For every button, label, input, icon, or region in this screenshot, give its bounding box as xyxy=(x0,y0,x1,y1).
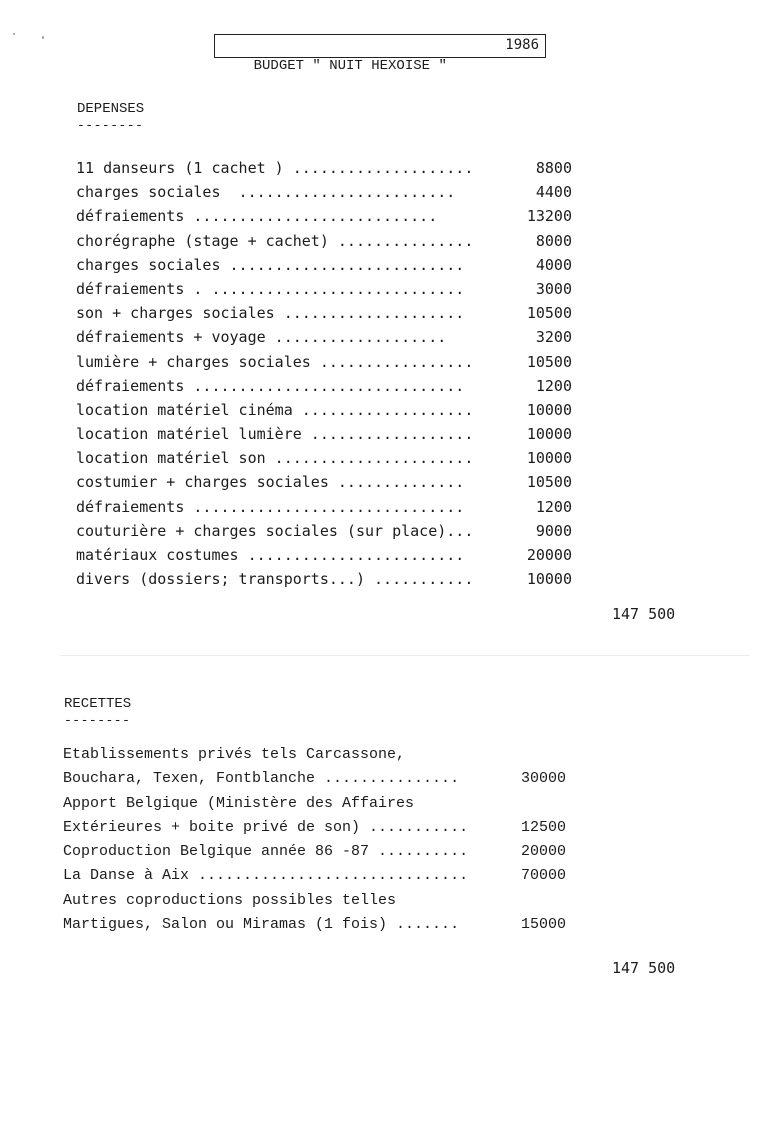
recettes-heading: RECETTES xyxy=(64,696,132,712)
depense-amount: 10000 xyxy=(526,425,572,444)
depense-amount: 9000 xyxy=(535,521,572,540)
recette-label: Autres coproductions possibles telles xyxy=(63,891,397,909)
depense-label: couturière + charges sociales (sur place)... xyxy=(76,521,474,540)
depense-amount: 1200 xyxy=(535,376,572,395)
depenses-list xyxy=(76,156,572,591)
depenses-heading: DEPENSES xyxy=(77,101,145,117)
recette-amount: 20000 xyxy=(520,843,566,861)
depense-amount: 3000 xyxy=(535,279,572,298)
recettes-total: 147 500 xyxy=(612,959,676,977)
recette-row xyxy=(63,864,566,888)
depense-amount: 4400 xyxy=(535,183,572,202)
recette-amount: 12500 xyxy=(520,818,566,836)
recette-row xyxy=(63,840,566,864)
depense-label: location matériel son ...................... xyxy=(76,449,474,468)
depenses-heading-rule: -------- xyxy=(77,118,144,133)
depense-label: charges sociales .......................... xyxy=(76,255,465,274)
paper-speck xyxy=(13,33,15,35)
depense-label: 11 danseurs (1 cachet ) .................... xyxy=(76,159,474,177)
depense-amount: 3200 xyxy=(535,328,572,347)
depense-label: divers (dossiers; transports...) ........... xyxy=(76,570,474,589)
depenses-total: 147 500 xyxy=(612,605,676,623)
depense-row xyxy=(76,374,572,398)
depense-row xyxy=(76,253,572,277)
depense-label: location matériel cinéma ................... xyxy=(76,400,474,419)
depense-row xyxy=(76,543,572,567)
paper-speck xyxy=(42,36,44,39)
recette-amount: 70000 xyxy=(520,867,566,885)
depense-amount: 10000 xyxy=(526,570,572,589)
depense-row xyxy=(76,325,572,349)
depense-row xyxy=(76,301,572,325)
depense-row xyxy=(76,156,572,180)
depense-row xyxy=(76,470,572,494)
recettes-list xyxy=(63,743,566,937)
recettes-heading-rule: -------- xyxy=(64,713,131,728)
depense-label: location matériel lumière .................. xyxy=(76,425,474,444)
depense-amount: 8000 xyxy=(535,231,572,250)
depense-label: lumière + charges sociales ................. xyxy=(76,352,474,371)
depense-row xyxy=(76,567,572,591)
recette-amount: 30000 xyxy=(520,770,566,788)
depense-row xyxy=(76,204,572,228)
depense-label: chorégraphe (stage + cachet) ............... xyxy=(76,231,474,250)
recette-row xyxy=(63,816,566,840)
recette-label: Martigues, Salon ou Miramas (1 fois) ....... xyxy=(63,916,460,934)
recette-amount: 15000 xyxy=(520,916,566,934)
depense-row xyxy=(76,422,572,446)
depense-amount: 10500 xyxy=(526,304,572,323)
depense-amount: 13200 xyxy=(526,207,572,226)
depense-label: défraiements + voyage ................... xyxy=(76,328,447,347)
recette-row xyxy=(63,743,566,767)
depense-label: matériaux costumes ........................ xyxy=(76,546,465,564)
depense-label: charges sociales ........................ xyxy=(76,183,456,202)
recette-label: Bouchara, Texen, Fontblanche ............... xyxy=(63,770,460,788)
recette-row xyxy=(63,792,566,816)
depense-label: son + charges sociales .................... xyxy=(76,304,465,323)
depense-row xyxy=(76,229,572,253)
depense-amount: 1200 xyxy=(535,497,572,516)
depense-row xyxy=(76,277,572,301)
depense-amount: 10500 xyxy=(526,352,572,371)
recette-label: Extérieures + boite privé de son) ........... xyxy=(63,818,469,836)
recette-row xyxy=(63,913,566,937)
depense-amount: 10500 xyxy=(526,473,572,492)
document-title-box xyxy=(214,34,546,74)
depense-amount: 10000 xyxy=(526,400,572,419)
recette-label: Etablissements privés tels Carcassone, xyxy=(63,746,406,763)
document-title: BUDGET " NUIT HEXOISE " xyxy=(253,58,447,74)
depense-row xyxy=(76,180,572,204)
recette-label: La Danse à Aix .............................. xyxy=(63,867,469,885)
depense-row xyxy=(76,398,572,422)
document-year: 1986 xyxy=(505,37,539,53)
depense-label: défraiements . ............................ xyxy=(76,279,465,298)
depense-row xyxy=(76,350,572,374)
depense-row xyxy=(76,446,572,470)
depense-amount: 20000 xyxy=(526,546,572,564)
depense-amount: 4000 xyxy=(535,255,572,274)
depense-label: défraiements ........................... xyxy=(76,207,438,226)
recette-row xyxy=(63,767,566,791)
depense-row xyxy=(76,495,572,519)
depense-amount: 10000 xyxy=(526,449,572,468)
depense-amount: 8800 xyxy=(535,159,572,177)
page-fold-mark xyxy=(60,655,750,656)
recette-row xyxy=(63,889,566,913)
recette-label: Coproduction Belgique année 86 -87 .......... xyxy=(63,843,469,861)
depense-label: défraiements .............................. xyxy=(76,497,465,516)
recette-label: Apport Belgique (Ministère des Affaires xyxy=(63,794,415,812)
depense-row xyxy=(76,519,572,543)
depense-label: costumier + charges sociales .............. xyxy=(76,473,465,492)
depense-label: défraiements .............................. xyxy=(76,376,465,395)
